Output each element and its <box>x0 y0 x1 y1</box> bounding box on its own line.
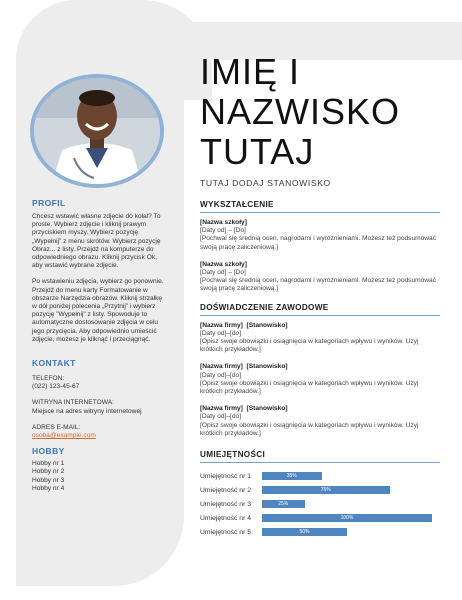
experience-entry <box>200 405 440 438</box>
skill-track <box>262 486 432 494</box>
contact-email <box>32 424 166 440</box>
experience-description: [Opisz swoje obowiązki i osiągnięcia w kategoriach wpływu i wyników. Użyj krótkich przykładów.] <box>200 421 419 437</box>
profile-paragraph-1: Chcesz wstawić własne zdjęcie do kołal? To proste. Wybierz zdjęcie i kliknij prawym przyciskiem myszy. Wybierz pozycję „Wypełnij” z menu skrótów. Wybierz pozycję Obraz... z listy. Przejdź na komputerze do odpowiedniego obrazu. Kliknij przycisk Ok, aby wstawić wybrane zdjęcie. <box>32 213 161 270</box>
email-link[interactable]: osoba@example.com <box>32 432 96 440</box>
education-description: [Pochwal się średnią ocen, nagrodami i wyróżnieniami. Możesz też podsumować swoją pracę zaliczeniową.] <box>200 277 437 293</box>
skills-chart <box>200 469 440 539</box>
skills-heading: UMIEJĘTNOŚCI <box>200 450 440 463</box>
company-name: [Nazwa firmy] <box>200 363 243 371</box>
skill-row <box>200 497 440 511</box>
skill-percent: 75% <box>320 487 331 494</box>
skill-label: Umiejętność nr 5 <box>200 528 251 536</box>
skill-label: Umiejętność nr 2 <box>200 486 251 494</box>
education-entry <box>200 219 440 252</box>
profile-photo[interactable] <box>34 78 160 184</box>
hobby-item: Hobby nr 4 <box>32 484 65 492</box>
name-line-1: IMIĘ I <box>200 51 301 92</box>
experience-dates: [Daty od]–[do] <box>200 329 242 337</box>
skill-row <box>200 511 440 525</box>
skill-percent: 25% <box>278 501 289 508</box>
contact-phone <box>32 375 166 391</box>
profile-paragraph-2: Po wstawieniu zdjęcia, wybierz go ponownie. Przejdź do menu karty Formatowanie w obszarze Narzędzia obrazów. Kliknij strzałkę w dół poniżej polecenia „Przytnij” i wybierz pozycję "Wypełnij" z listy. Spowoduje to automatyczne dostosowanie zdjęcia w celu jego przycięcia. Aby odpowiednio umieścić zdjęcie, możesz je kliknąć i przeciągnąć. <box>32 278 164 343</box>
skill-percent: 50% <box>299 529 310 536</box>
position-title: [Stanowisko] <box>246 363 288 371</box>
candidate-name <box>200 52 440 172</box>
experience-entry <box>200 363 440 396</box>
hobby-item: Hobby nr 1 <box>32 460 65 468</box>
sidebar-content <box>32 198 166 501</box>
hobby-item: Hobby nr 2 <box>32 468 65 476</box>
skill-track <box>262 528 432 536</box>
experience-description: [Opisz swoje obowiązki i osiągnięcia w kategoriach wpływu i wyników. Użyj krótkich przykładów.] <box>200 379 419 396</box>
person-photo-icon <box>34 78 160 184</box>
education-dates: [Daty od] – [Do] <box>200 227 246 235</box>
skill-percent: 35% <box>286 473 297 480</box>
skill-track <box>262 472 432 480</box>
skill-row <box>200 469 440 483</box>
hobby-item: Hobby nr 3 <box>32 476 65 484</box>
contact-heading: KONTAKT <box>32 358 76 369</box>
school-name: [Nazwa szkoły] <box>200 219 247 226</box>
contact-website <box>32 399 166 415</box>
skill-track <box>262 514 432 522</box>
skill-percent: 100% <box>340 515 354 522</box>
company-name: [Nazwa firmy] <box>200 405 243 413</box>
skill-row <box>200 525 440 539</box>
skill-track <box>262 500 432 508</box>
experience-entry <box>200 322 440 355</box>
skill-label: Umiejętność nr 4 <box>200 514 251 522</box>
website-label: WITRYNA INTERNETOWA: <box>32 399 114 407</box>
position-title: [Stanowisko] <box>246 405 288 413</box>
phone-value: (022) 123-45-67 <box>32 383 80 391</box>
company-name: [Nazwa firmy] <box>200 321 243 329</box>
name-line-3: TUTAJ <box>200 131 315 172</box>
school-name: [Nazwa szkoły] <box>200 260 247 268</box>
experience-dates: [Daty od]–[do] <box>200 413 242 421</box>
experience-description: [Opisz swoje obowiązki i osiągnięcia w kategoriach wpływu i wyników. Użyj krótkich przykładów.] <box>200 338 419 354</box>
job-title: TUTAJ DODAJ STANOWISKO <box>200 178 331 188</box>
email-label: ADRES E-MAIL: <box>32 423 81 431</box>
experience-dates: [Daty od]–[do] <box>200 371 242 379</box>
position-title: [Stanowisko] <box>246 321 288 329</box>
education-heading: WYKSZTAŁCENIE <box>200 200 440 213</box>
experience-heading: DOŚWIADCZENIE ZAWODOWE <box>200 303 440 316</box>
profile-heading: PROFIL <box>32 198 66 208</box>
main-content <box>200 52 440 539</box>
name-line-2: NAZWISKO <box>200 91 401 132</box>
skill-label: Umiejętność nr 1 <box>200 472 251 480</box>
skill-label: Umiejętność nr 3 <box>200 500 251 508</box>
hobby-heading: HOBBY <box>32 446 65 457</box>
education-entry <box>200 261 440 294</box>
website-value: Miejsce na adres witryny internetowej <box>32 407 142 415</box>
education-dates: [Daty od] – [Do] <box>200 269 246 277</box>
hobby-list <box>32 460 166 493</box>
phone-label: TELEFON: <box>32 375 65 383</box>
education-description: [Pochwal się średnią ocen, nagrodami i wyróżnieniami. Możesz też podsumować swoją pracę zaliczeniową.] <box>200 235 437 251</box>
skill-row <box>200 483 440 497</box>
